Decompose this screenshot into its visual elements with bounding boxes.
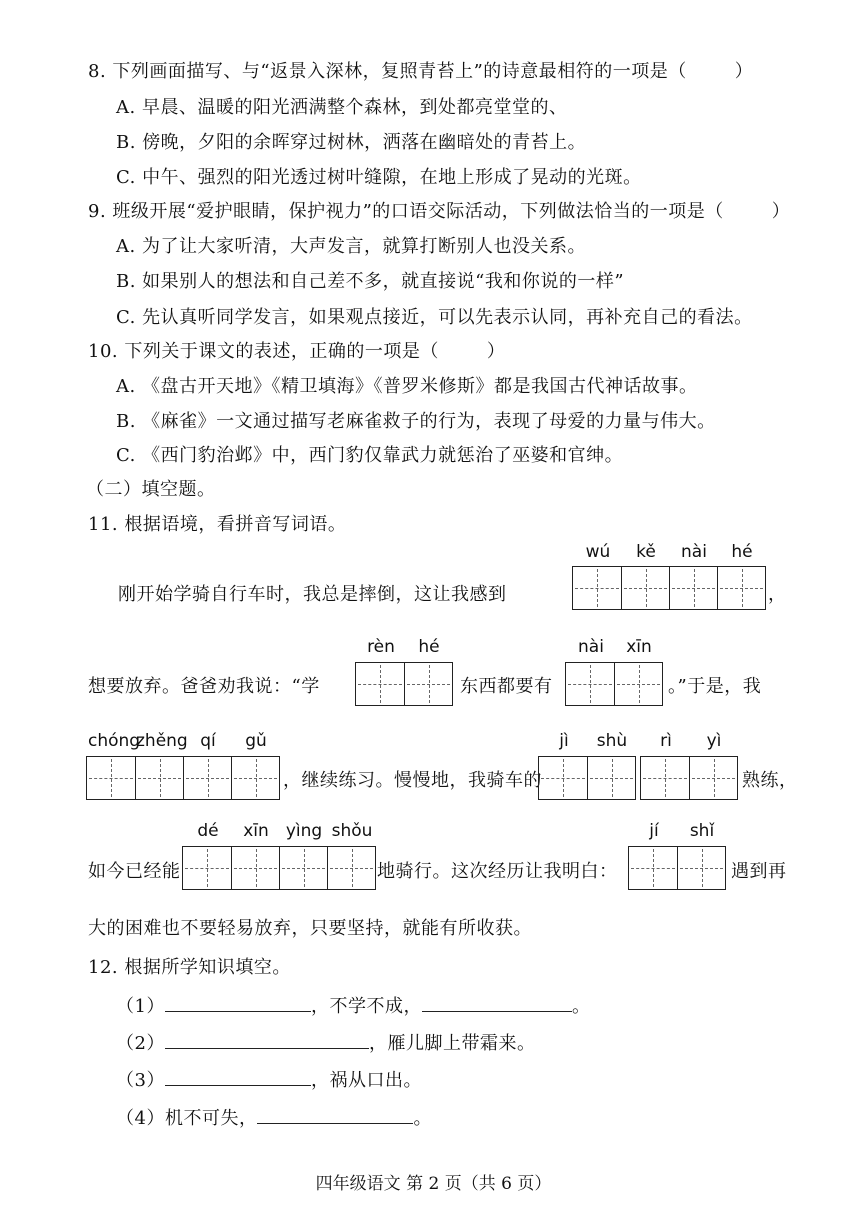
q10-option-b: B. 《麻雀》一文通过描写老麻雀救子的行为，表现了母爱的力量与伟大。 [116, 411, 716, 432]
q10-option-c: C. 《西门豹治邺》中，西门豹仅靠武力就惩治了巫婆和官绅。 [116, 445, 624, 466]
answer-grid[interactable] [572, 566, 766, 610]
answer-grid[interactable] [628, 846, 726, 890]
pinyin: kě [636, 542, 656, 562]
pinyin: xīn [243, 821, 269, 841]
q9-option-a: A. 为了让大家听清，大声发言，就算打断别人也没关系。 [116, 236, 586, 257]
pinyin: yì [706, 731, 722, 751]
passage-text: ，继续练习。慢慢地，我骑车的 [283, 770, 542, 791]
passage-text: 熟练， [742, 770, 798, 791]
pinyin: qí [200, 731, 216, 751]
answer-grid[interactable] [86, 756, 280, 800]
pinyin: rèn [367, 637, 395, 657]
pinyin: jì [559, 731, 569, 751]
question-8: 8. 下列画面描写、与“返景入深林，复照青苔上”的诗意最相符的一项是（ ） [88, 61, 754, 82]
passage-text: 想要放弃。爸爸劝我说：“学 [88, 676, 320, 697]
passage-text: 东西都要有 [460, 676, 553, 697]
answer-blank[interactable] [165, 1030, 369, 1049]
pinyin: dé [197, 821, 219, 841]
passage-text: 。”于是，我 [668, 676, 762, 697]
answer-grid[interactable] [640, 756, 738, 800]
passage-text: 如今已经能 [88, 861, 181, 882]
pinyin: gǔ [245, 731, 267, 751]
page-footer: 四年级语文 第 2 页（共 6 页） [315, 1174, 552, 1194]
pinyin: shǐ [689, 821, 715, 841]
pinyin: nài [578, 637, 604, 657]
pinyin: shǒu [331, 821, 373, 841]
pinyin: wú [585, 542, 611, 562]
section-heading: （二）填空题。 [86, 479, 216, 500]
question-10-stem: 10. 下列关于课文的表述，正确的一项是（ [88, 341, 439, 362]
answer-grid[interactable] [182, 846, 376, 890]
question-11-stem: 11. 根据语境，看拼音写词语。 [88, 514, 347, 535]
fill-item-4: （4）机不可失， 。 [116, 1105, 432, 1131]
answer-blank[interactable] [165, 993, 311, 1012]
question-9: 9. 班级开展“爱护眼睛，保护视力”的口语交际活动，下列做法恰当的一项是（ ） [88, 201, 791, 222]
pinyin: nài [681, 542, 707, 562]
pinyin: hé [418, 637, 440, 657]
passage-text: 遇到再 [731, 861, 787, 882]
pinyin: shù [596, 731, 628, 751]
question-8-stem: 8. 下列画面描写、与“返景入深林，复照青苔上”的诗意最相符的一项是（ [88, 61, 687, 82]
passage-text: ， [768, 584, 787, 605]
pinyin: xīn [626, 637, 652, 657]
q10-option-a: A. 《盘古开天地》《精卫填海》《普罗米修斯》都是我国古代神话故事。 [116, 376, 698, 397]
q8-option-c: C. 中午、强烈的阳光透过树叶缝隙，在地上形成了晃动的光斑。 [116, 167, 642, 188]
question-9-stem: 9. 班级开展“爱护眼睛，保护视力”的口语交际活动，下列做法恰当的一项是（ [88, 201, 724, 222]
answer-blank[interactable] [257, 1105, 413, 1124]
q8-option-a: A. 早晨、温暖的阳光洒满整个森林，到处都亮堂堂的、 [116, 97, 568, 118]
passage-text: 地骑行。这次经历让我明白： [377, 861, 618, 882]
passage-text: 刚开始学骑自行车时，我总是摔倒，这让我感到 [118, 584, 507, 605]
question-10: 10. 下列关于课文的表述，正确的一项是（ ） [88, 341, 506, 362]
passage-text: 大的困难也不要轻易放弃，只要坚持，就能有所收获。 [88, 918, 532, 939]
pinyin: zhěng [136, 731, 188, 751]
pinyin: jí [649, 821, 659, 841]
pinyin: hé [731, 542, 753, 562]
answer-grid[interactable] [565, 662, 663, 706]
q9-option-b: B. 如果别人的想法和自己差不多，就直接说“我和你说的一样” [116, 271, 625, 292]
fill-item-2: （2） ，雁儿脚上带霜来。 [116, 1030, 535, 1056]
q8-option-b: B. 傍晚，夕阳的余晖穿过树林，洒落在幽暗处的青苔上。 [116, 132, 587, 153]
q9-option-c: C. 先认真听同学发言，如果观点接近，可以先表示认同，再补充自己的看法。 [116, 307, 753, 328]
pinyin: rì [660, 731, 672, 751]
answer-grid[interactable] [538, 756, 636, 800]
fill-item-1: （1） ，不学不成， 。 [116, 993, 590, 1019]
answer-grid[interactable] [355, 662, 453, 706]
pinyin: yìng [285, 821, 323, 841]
question-12-stem: 12. 根据所学知识填空。 [88, 957, 291, 978]
pinyin: chóng [88, 731, 141, 751]
fill-item-3: （3） ，祸从口出。 [116, 1067, 422, 1093]
answer-blank[interactable] [165, 1067, 311, 1086]
answer-blank[interactable] [422, 993, 572, 1012]
